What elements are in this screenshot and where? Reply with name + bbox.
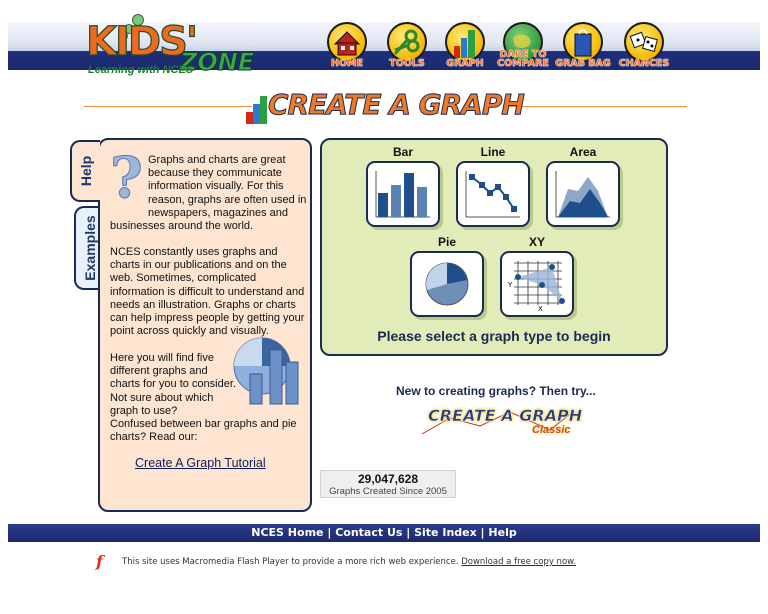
flash-notice <box>122 557 576 567</box>
footer-nav-bar <box>8 524 760 542</box>
graph-option-area[interactable] <box>546 145 620 227</box>
question-mark-icon: ? <box>110 145 143 211</box>
separator: | <box>323 526 336 539</box>
logo-tagline: Learning with NCES <box>88 64 194 76</box>
nav-home-label: HOME <box>331 58 363 69</box>
pie-chart-icon <box>410 251 484 317</box>
classic-logo-sub: Classic <box>532 424 571 436</box>
dice-icon <box>624 22 664 62</box>
graph-option-line[interactable] <box>456 145 530 227</box>
graph-option-xy[interactable] <box>500 235 574 317</box>
bar-graph-icon <box>366 161 440 227</box>
nav-dare-to-compare-label: DARE TO COMPARE <box>497 49 549 69</box>
graph-option-bar[interactable] <box>366 145 440 227</box>
counter-value: 29,047,628 <box>357 472 419 486</box>
classic-intro-text: New to creating graphs? Then try... <box>396 384 596 398</box>
graph-option-bar-label: Bar <box>392 145 413 159</box>
xy-y-axis-label: Y <box>508 281 513 289</box>
nav-tools-button[interactable] <box>382 22 432 68</box>
area-graph-icon <box>546 161 620 227</box>
tab-help-label: Help <box>78 155 94 187</box>
nav-chances-label: CHANCES <box>618 58 670 69</box>
graph-option-line-label: Line <box>480 145 506 159</box>
help-paragraph-1-end: businesses around the world. <box>110 220 254 232</box>
nav-graph-label: GRAPH <box>446 58 484 69</box>
counter-label: Graphs Created Since 2005 <box>329 486 447 497</box>
nav-graph-button[interactable] <box>440 22 490 68</box>
page-title: CREATE A GRAPH <box>268 88 524 121</box>
pie-bar-illustration-icon <box>232 336 304 408</box>
tab-examples-label: Examples <box>82 215 98 281</box>
xy-x-axis-label: X <box>538 305 543 311</box>
shopping-bag-icon <box>563 22 603 62</box>
create-a-graph-classic-link[interactable] <box>420 404 583 440</box>
nav-dare-to-compare-button[interactable] <box>498 22 548 68</box>
graph-option-pie-label: Pie <box>437 235 456 249</box>
title-rule-left <box>84 106 252 107</box>
help-paragraph-1: Graphs and charts are great because they communicate information visually. For this reason, graphs are often used in newspapers, magazines and <box>148 154 307 219</box>
flash-notice-text: This site uses Macromedia Flash Player to provide a more rich web experience. <box>122 557 459 567</box>
footer-link-help[interactable]: Help <box>488 526 517 539</box>
scissors-icon <box>387 22 427 62</box>
graph-option-area-label: Area <box>569 145 597 159</box>
graphs-created-counter <box>320 470 456 498</box>
help-paragraph-3: Here you will find five different graphs and charts for you to consider. Not sure about which graph to use? <box>110 352 236 417</box>
select-graph-prompt: Please select a graph type to begin <box>377 328 611 344</box>
house-icon <box>327 22 367 62</box>
footer-link-site-index[interactable]: Site Index <box>414 526 477 539</box>
line-graph-icon <box>456 161 530 227</box>
nav-tools-label: TOOLS <box>389 58 425 69</box>
tutorial-link[interactable]: Create A Graph Tutorial <box>135 456 266 470</box>
graph-option-pie[interactable] <box>410 235 484 317</box>
logo-zone-text: ZONE <box>180 48 255 76</box>
classic-logo-main: CREATE A GRAPH <box>428 406 583 425</box>
logo-kids-text: KIDS' <box>86 19 197 65</box>
tab-help[interactable] <box>70 140 100 202</box>
help-paragraph-2: NCES constantly uses graphs and charts in our publications and on the web. Sometimes, complicated information is difficult to understand and needs an illustration. Graphs or charts can help impress people by getting your point across quickly and visually. <box>110 246 305 338</box>
bar-chart-icon <box>445 22 485 62</box>
flash-player-icon: f <box>96 552 103 571</box>
nav-chances-button[interactable] <box>616 22 672 68</box>
help-paragraph-3-end: Confused between bar graphs and pie charts? Read our: <box>110 418 297 444</box>
kids-zone-logo[interactable] <box>84 18 255 76</box>
title-rule-right <box>505 106 687 107</box>
nav-home-button[interactable] <box>322 22 372 68</box>
graph-option-xy-label: XY <box>528 235 545 249</box>
nav-grab-bag-label: GRAB BAG <box>555 58 611 69</box>
separator: | <box>402 526 415 539</box>
nav-grab-bag-button[interactable] <box>555 22 611 69</box>
xy-plot-icon <box>500 251 574 317</box>
flash-download-link[interactable]: Download a free copy now. <box>461 557 577 567</box>
footer-link-nces-home[interactable]: NCES Home <box>251 526 324 539</box>
footer-link-contact-us[interactable]: Contact Us <box>335 526 403 539</box>
separator: | <box>476 526 489 539</box>
